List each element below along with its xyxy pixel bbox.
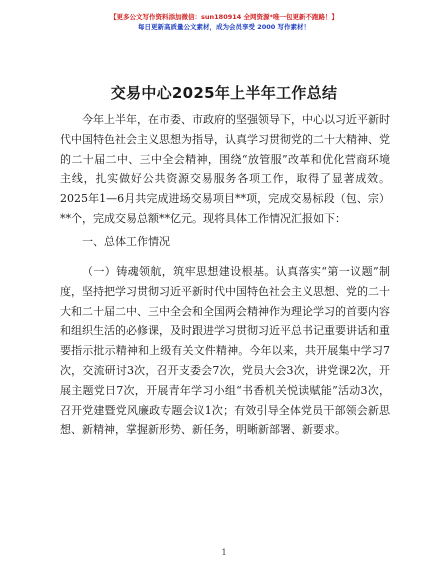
- promo-banner-line1: 【更多公文写作资料添加微信：sun180914 全网资源*唯一包更新不跑路！】: [110, 13, 338, 21]
- section-paragraph: （一）铸魂领航，筑牢思想建设根基。认真落实“第一议题”制度，坚持把学习贯彻习近平新时代中国特色社会主义思想、党的二十大和二十届二中、三中全会和全国两会精神作为理论学习的首要内容和组织生活的必修课，及时跟进学习贯彻习近平总书记重要讲话和重要指示批示精神和上级有关文件精神。今年以来，共开展集中学习7次，交流研讨3次，召开支委会7次，党员大会3次，讲党课2次，开展主题党日7次，开展青年学习小组“书香机关悦读赋能”活动3次，召开党建暨党风廉政专题会议1次；有效引导全体党员干部领会新思想、新精神，掌握新形势、新任务，明晰新部署、新要求。: [60, 265, 390, 437]
- intro-paragraph: 今年上半年，在市委、市政府的坚强领导下，中心以习近平新时代中国特色社会主义思想为指导，认真学习贯彻党的二十大精神、党的二十届二中、三中全会精神，围绕“放管服”改革和优化营商环境主线，扎实做好公共资源交易服务各项工作，取得了显著成效。2025年1—6月共完成进场交易项目**项，完成交易标段（包、宗）**个，完成交易总额**亿元。现将具体工作情况汇报如下：: [60, 113, 390, 225]
- promo-banner-line2: 每日更新高质量公文素材，成为会员享受 2000 写作素材！: [137, 23, 311, 31]
- document-title: 交易中心2025年上半年工作总结: [110, 84, 338, 102]
- page-number: 1: [221, 548, 227, 557]
- promo-banner: [0, 12, 448, 32]
- section-heading: 一、总体工作情况: [82, 235, 170, 248]
